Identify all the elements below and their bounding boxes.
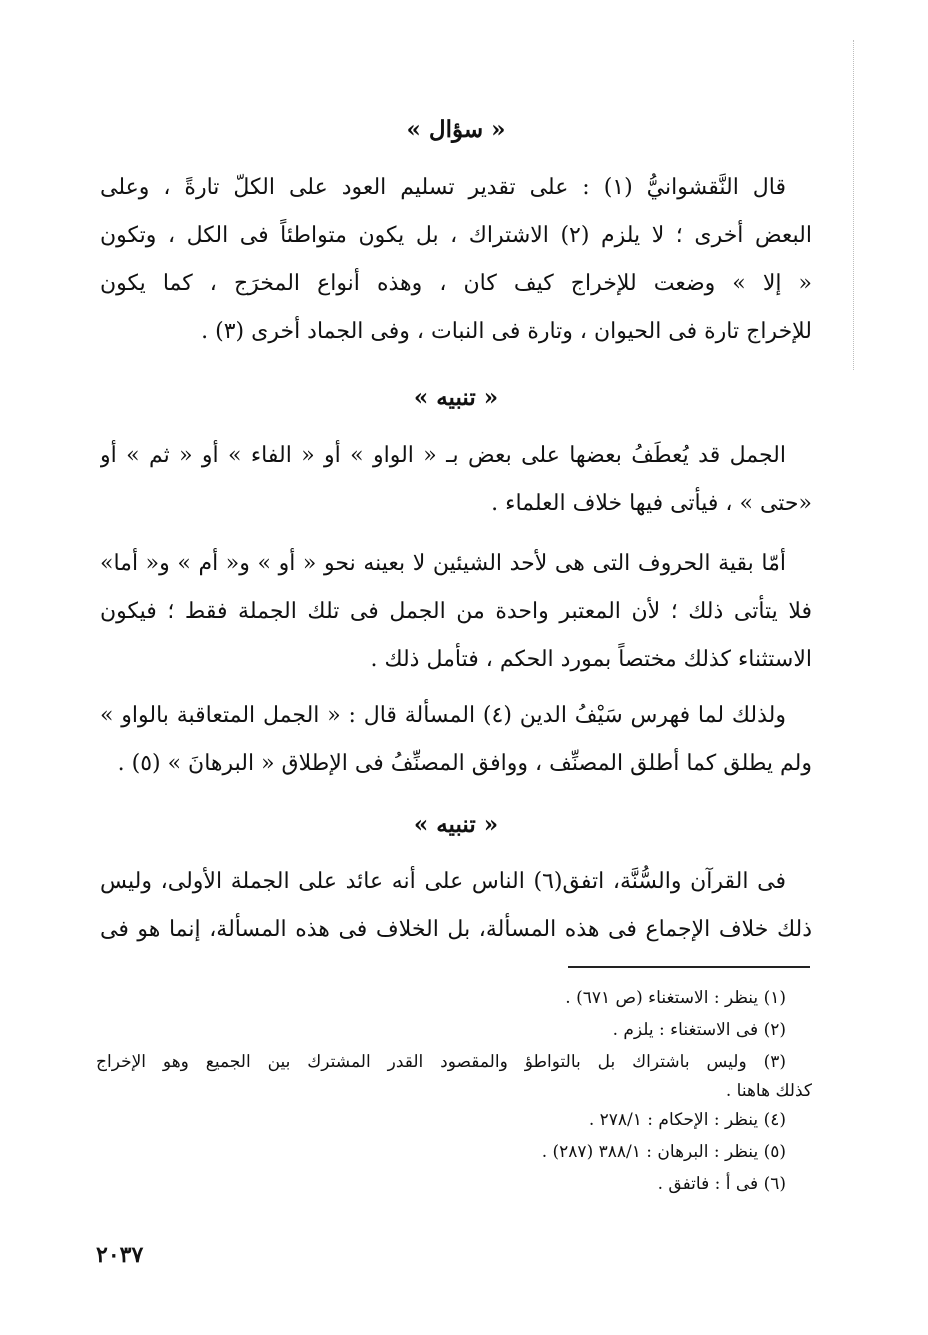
footnote-2: (٢) فى الاستغناء : يلزم . <box>612 1020 786 1040</box>
paragraph-3-line: الاستثناء كذلك مختصاً بمورد الحكم ، فتأمل ذلك . <box>370 647 812 672</box>
footnote-3: (٣) وليس باشتراك بل بالتواطؤ والمقصود القدر المشترك بين الجميع وهو الإخراج <box>96 1052 786 1072</box>
paragraph-4-line: ولذلك لما فهرس سَيْفُ الدين (٤) المسألة قال : « الجمل المتعاقبة بالواو » <box>100 703 786 728</box>
footnote-6: (٦) فى أ : فاتفق . <box>657 1174 786 1194</box>
paragraph-2-line: «حتى » ، فيأتى فيها خلاف العلماء . <box>491 491 812 516</box>
heading-question: « سؤال » <box>406 116 506 143</box>
footnote-4: (٤) ينظر : الإحكام : ٢٧٨/١ . <box>588 1110 786 1130</box>
footnote-separator <box>568 966 810 968</box>
paragraph-3-line: فلا يتأتى ذلك ؛ لأن المعتبر واحدة من الجمل فى تلك الجملة فقط ؛ فيكون <box>100 599 812 624</box>
paragraph-3-line: أمّا بقية الحروف التى هى لأحد الشيئين لا بعينه نحو « أو » و« أم » و« أما» <box>100 551 786 576</box>
paragraph-5-line: ذلك خلاف الإجماع فى هذه المسألة، بل الخلاف فى هذه المسألة، إنما هو فى <box>100 917 812 942</box>
paragraph-5 <box>100 858 812 954</box>
heading-note-1: « تنبيه » <box>413 384 499 411</box>
paragraph-5-line: فى القرآن والسُّنَّة، اتفق(٦) الناس على أنه عائد على الجملة الأولى، وليس <box>100 869 786 894</box>
paragraph-4 <box>100 692 812 788</box>
footnote-5: (٥) ينظر : البرهان : ٣٨٨/١ (٢٨٧) . <box>541 1142 786 1162</box>
paragraph-1-line: قال النَّقشوانيُّ (١) : على تقدير تسليم العود على الكلّ تارةً ، وعلى <box>100 175 786 200</box>
paragraph-1-line: للإخراج تارة فى الحيوان ، وتارة فى النبات ، وفى الجماد أخرى (٣) . <box>201 319 812 344</box>
heading-note-2: « تنبيه » <box>413 811 499 838</box>
paragraph-2 <box>100 432 812 528</box>
paragraph-1 <box>100 164 812 356</box>
margin-dots <box>853 40 856 370</box>
footnote-3-continuation: كذلك هاهنا . <box>725 1081 812 1101</box>
paragraph-1-line: البعض أخرى ؛ لا يلزم (٢) الاشتراك ، بل يكون متواطئاً فى الكل ، وتكون <box>100 223 812 248</box>
page-number: ٢٠٣٧ <box>96 1242 144 1268</box>
footnotes <box>96 982 812 1200</box>
paragraph-1-line: « إلا » وضعت للإخراج كيف كان ، وهذه أنواع المخرَج ، كما يكون <box>100 271 812 296</box>
footnote-1: (١) ينظر : الاستغناء (ص ٦٧١) . <box>565 988 786 1008</box>
paragraph-4-line: ولم يطلق كما أطلق المصنِّف ، ووافق المصنِّفُ فى الإطلاق « البرهانَ » (٥) . <box>117 751 812 776</box>
paragraph-3 <box>100 540 812 684</box>
paragraph-2-line: الجمل قد يُعطَفُ بعضها على بعض بـ « الواو » أو « الفاء » أو « ثم » أو <box>100 443 786 468</box>
